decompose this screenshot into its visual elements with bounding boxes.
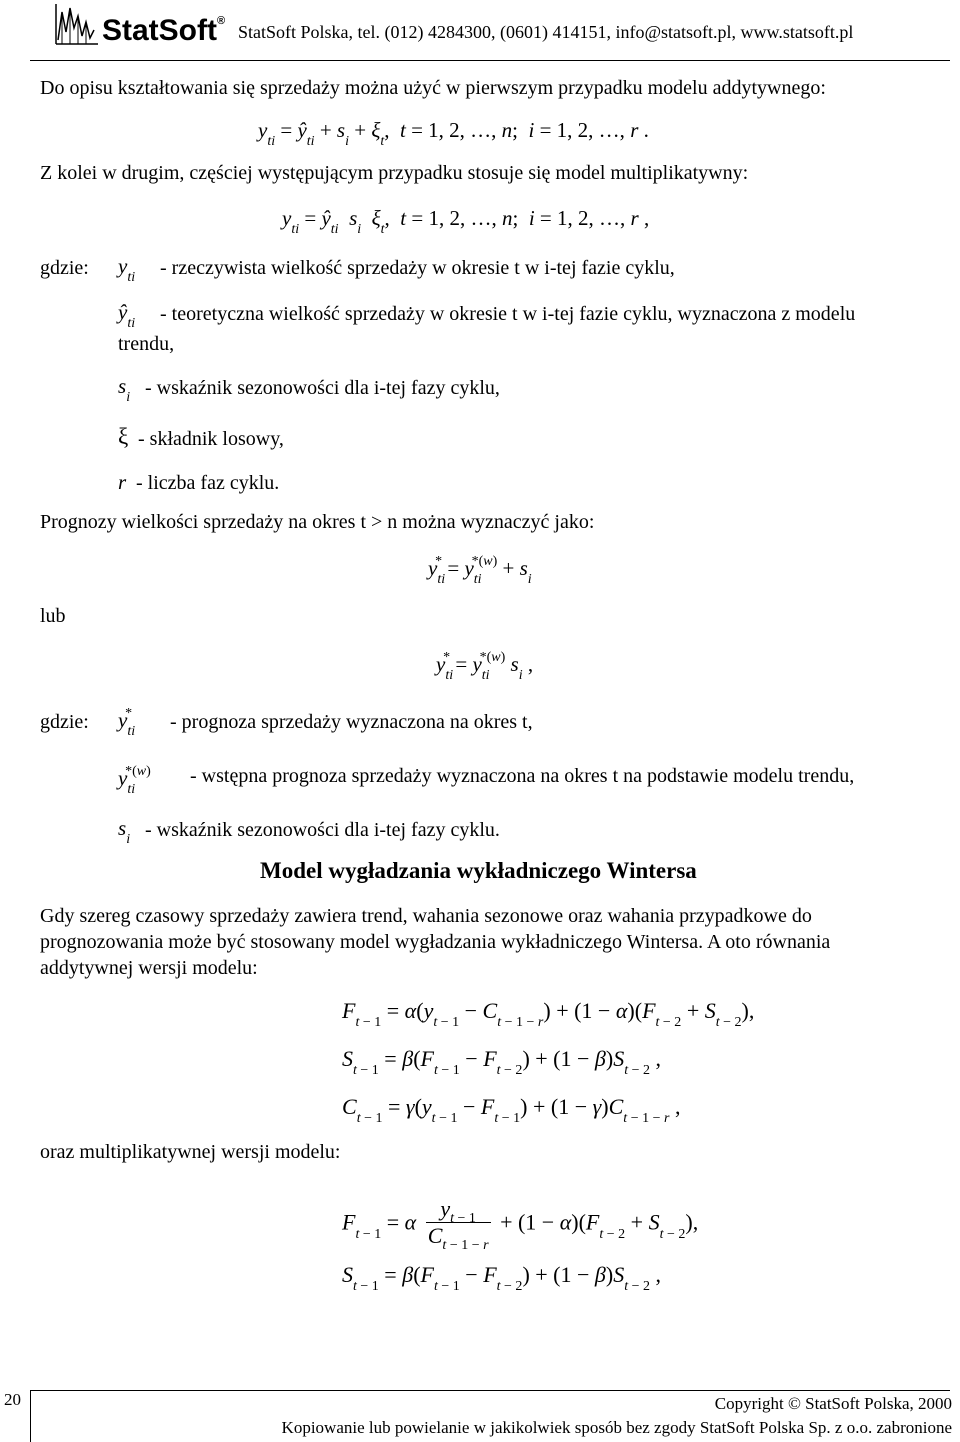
definition-y-hat-ti: - teoretyczna wielkość sprzedaży w okresie t w i-tej fazie cyklu, wyznaczona z modelu xyxy=(160,303,856,325)
footer-notice: Kopiowanie lub powielanie w jakikolwiek sposób bez zgody StatSoft Polska Sp. z o.o. zabronione xyxy=(281,1418,952,1437)
section-heading: Model wygładzania wykładniczego Wintersa xyxy=(260,858,697,883)
symbol-y-star-w: $y_{ti}^{*(w)}$ xyxy=(118,764,151,797)
symbol-y-hat-ti: $ŷ_{ti}$ xyxy=(118,300,136,331)
definition-y-hat-ti-cont: trendu, xyxy=(118,333,175,355)
footer-left-rule xyxy=(30,1390,31,1442)
label-gdzie-1: gdzie: xyxy=(40,257,89,279)
equation-forecast-multiplicative: $y_{ti}^* = y_{ti}^{*(w)}$ $s_i$ , xyxy=(436,650,534,683)
statsoft-logo-graphic xyxy=(52,2,100,46)
equation-winters-add-F: $F_{t - 1} = \alpha(y_{t - 1} - C_{t - 1 - r}) + (1 - \alpha)(F_{t - 2} + S_{t - 2})$, xyxy=(342,998,755,1030)
equation-multiplicative: $y_{ti}$ = $ŷ_{ti}$ $s_i$ $\xi_t$, t = 1, 2, …, n; i = 1, 2, …, r , xyxy=(282,206,650,237)
definition-y-star: - prognoza sprzedaży wyznaczona na okres t, xyxy=(170,711,533,733)
paragraph-winters-line-2: prognozowania może być stosowany model wygładzania wykładniczego Wintersa. A oto równania xyxy=(40,931,831,953)
page-number: 20 xyxy=(4,1390,21,1409)
paragraph-additive-intro: Do opisu kształtowania się sprzedaży można użyć w pierwszym przypadku modelu addytywnego: xyxy=(40,77,826,99)
definition-xi: - składnik losowy, xyxy=(138,428,284,450)
equation-winters-mult-F: $F_{t - 1} = \alpha$ $\frac{y_{t - 1}}{C_{t - 1 - r}}$ + $(1 - \alpha)(F_{t - 2} + S_{t - 2})$, xyxy=(342,1196,699,1253)
footer-rule xyxy=(30,1390,950,1391)
paragraph-multiplicative-intro: Z kolei w drugim, częściej występującym przypadku stosuje się model multiplikatywny: xyxy=(40,162,749,184)
header-rule xyxy=(30,60,950,61)
paragraph-winters-line-1: Gdy szereg czasowy sprzedaży zawiera trend, wahania sezonowe oraz wahania przypadkowe do xyxy=(40,905,812,927)
symbol-y-star: $y_{ti}^*$ xyxy=(118,706,136,739)
equation-winters-add-S: $S_{t - 1} = \beta(F_{t - 1} - F_{t - 2}) + (1 - \beta)S_{t - 2}$ , xyxy=(342,1046,661,1078)
statsoft-logo: StatSoft® xyxy=(102,14,226,47)
definition-s-i: - wskaźnik sezonowości dla i-tej fazy cyklu, xyxy=(145,377,500,399)
symbol-s-i-2: $s_i$ xyxy=(118,816,131,847)
symbol-y-ti: $y_{ti}$ xyxy=(118,254,136,285)
symbol-xi: ξ xyxy=(118,424,129,449)
definition-r: - liczba faz cyklu. xyxy=(136,472,280,494)
definition-y-ti: - rzeczywista wielkość sprzedaży w okresie t w i-tej fazie cyklu, xyxy=(160,257,675,279)
footer-copyright: Copyright © StatSoft Polska, 2000 xyxy=(714,1394,952,1413)
paragraph-winters-line-3: addytywnej wersji modelu: xyxy=(40,957,258,979)
equation-forecast-additive: $y_{ti}^* = y_{ti}^{*(w)} + s_i$ xyxy=(428,554,532,587)
equation-winters-add-C: $C_{t - 1} = \gamma(y_{t - 1} - F_{t - 1}) + (1 - \gamma)C_{t - 1 - r}$ , xyxy=(342,1094,681,1126)
label-lub: lub xyxy=(40,605,66,627)
paragraph-forecast-intro: Prognozy wielkości sprzedaży na okres t > n można wyznaczyć jako: xyxy=(40,511,595,533)
definition-y-star-w: - wstępna prognoza sprzedaży wyznaczona na okres t na podstawie modelu trendu, xyxy=(190,765,855,787)
symbol-r: r xyxy=(118,470,127,494)
definition-s-i-2: - wskaźnik sezonowości dla i-tej fazy cyklu. xyxy=(145,819,500,841)
label-gdzie-2: gdzie: xyxy=(40,711,89,733)
label-multiplicative-version: oraz multiplikatywnej wersji modelu: xyxy=(40,1141,341,1163)
equation-additive: $y_{ti}$ = $ŷ_{ti} + s_i + \xi_t$, t = 1, 2, …, n; i = 1, 2, …, r . xyxy=(258,118,649,149)
header-contact: StatSoft Polska, tel. (012) 4284300, (0601) 414151, info@statsoft.pl, www.statsoft.pl xyxy=(238,22,854,42)
symbol-s-i: $s_i$ xyxy=(118,374,131,405)
equation-winters-mult-S: $S_{t - 1} = \beta(F_{t - 1} - F_{t - 2}) + (1 - \beta)S_{t - 2}$ , xyxy=(342,1262,661,1294)
